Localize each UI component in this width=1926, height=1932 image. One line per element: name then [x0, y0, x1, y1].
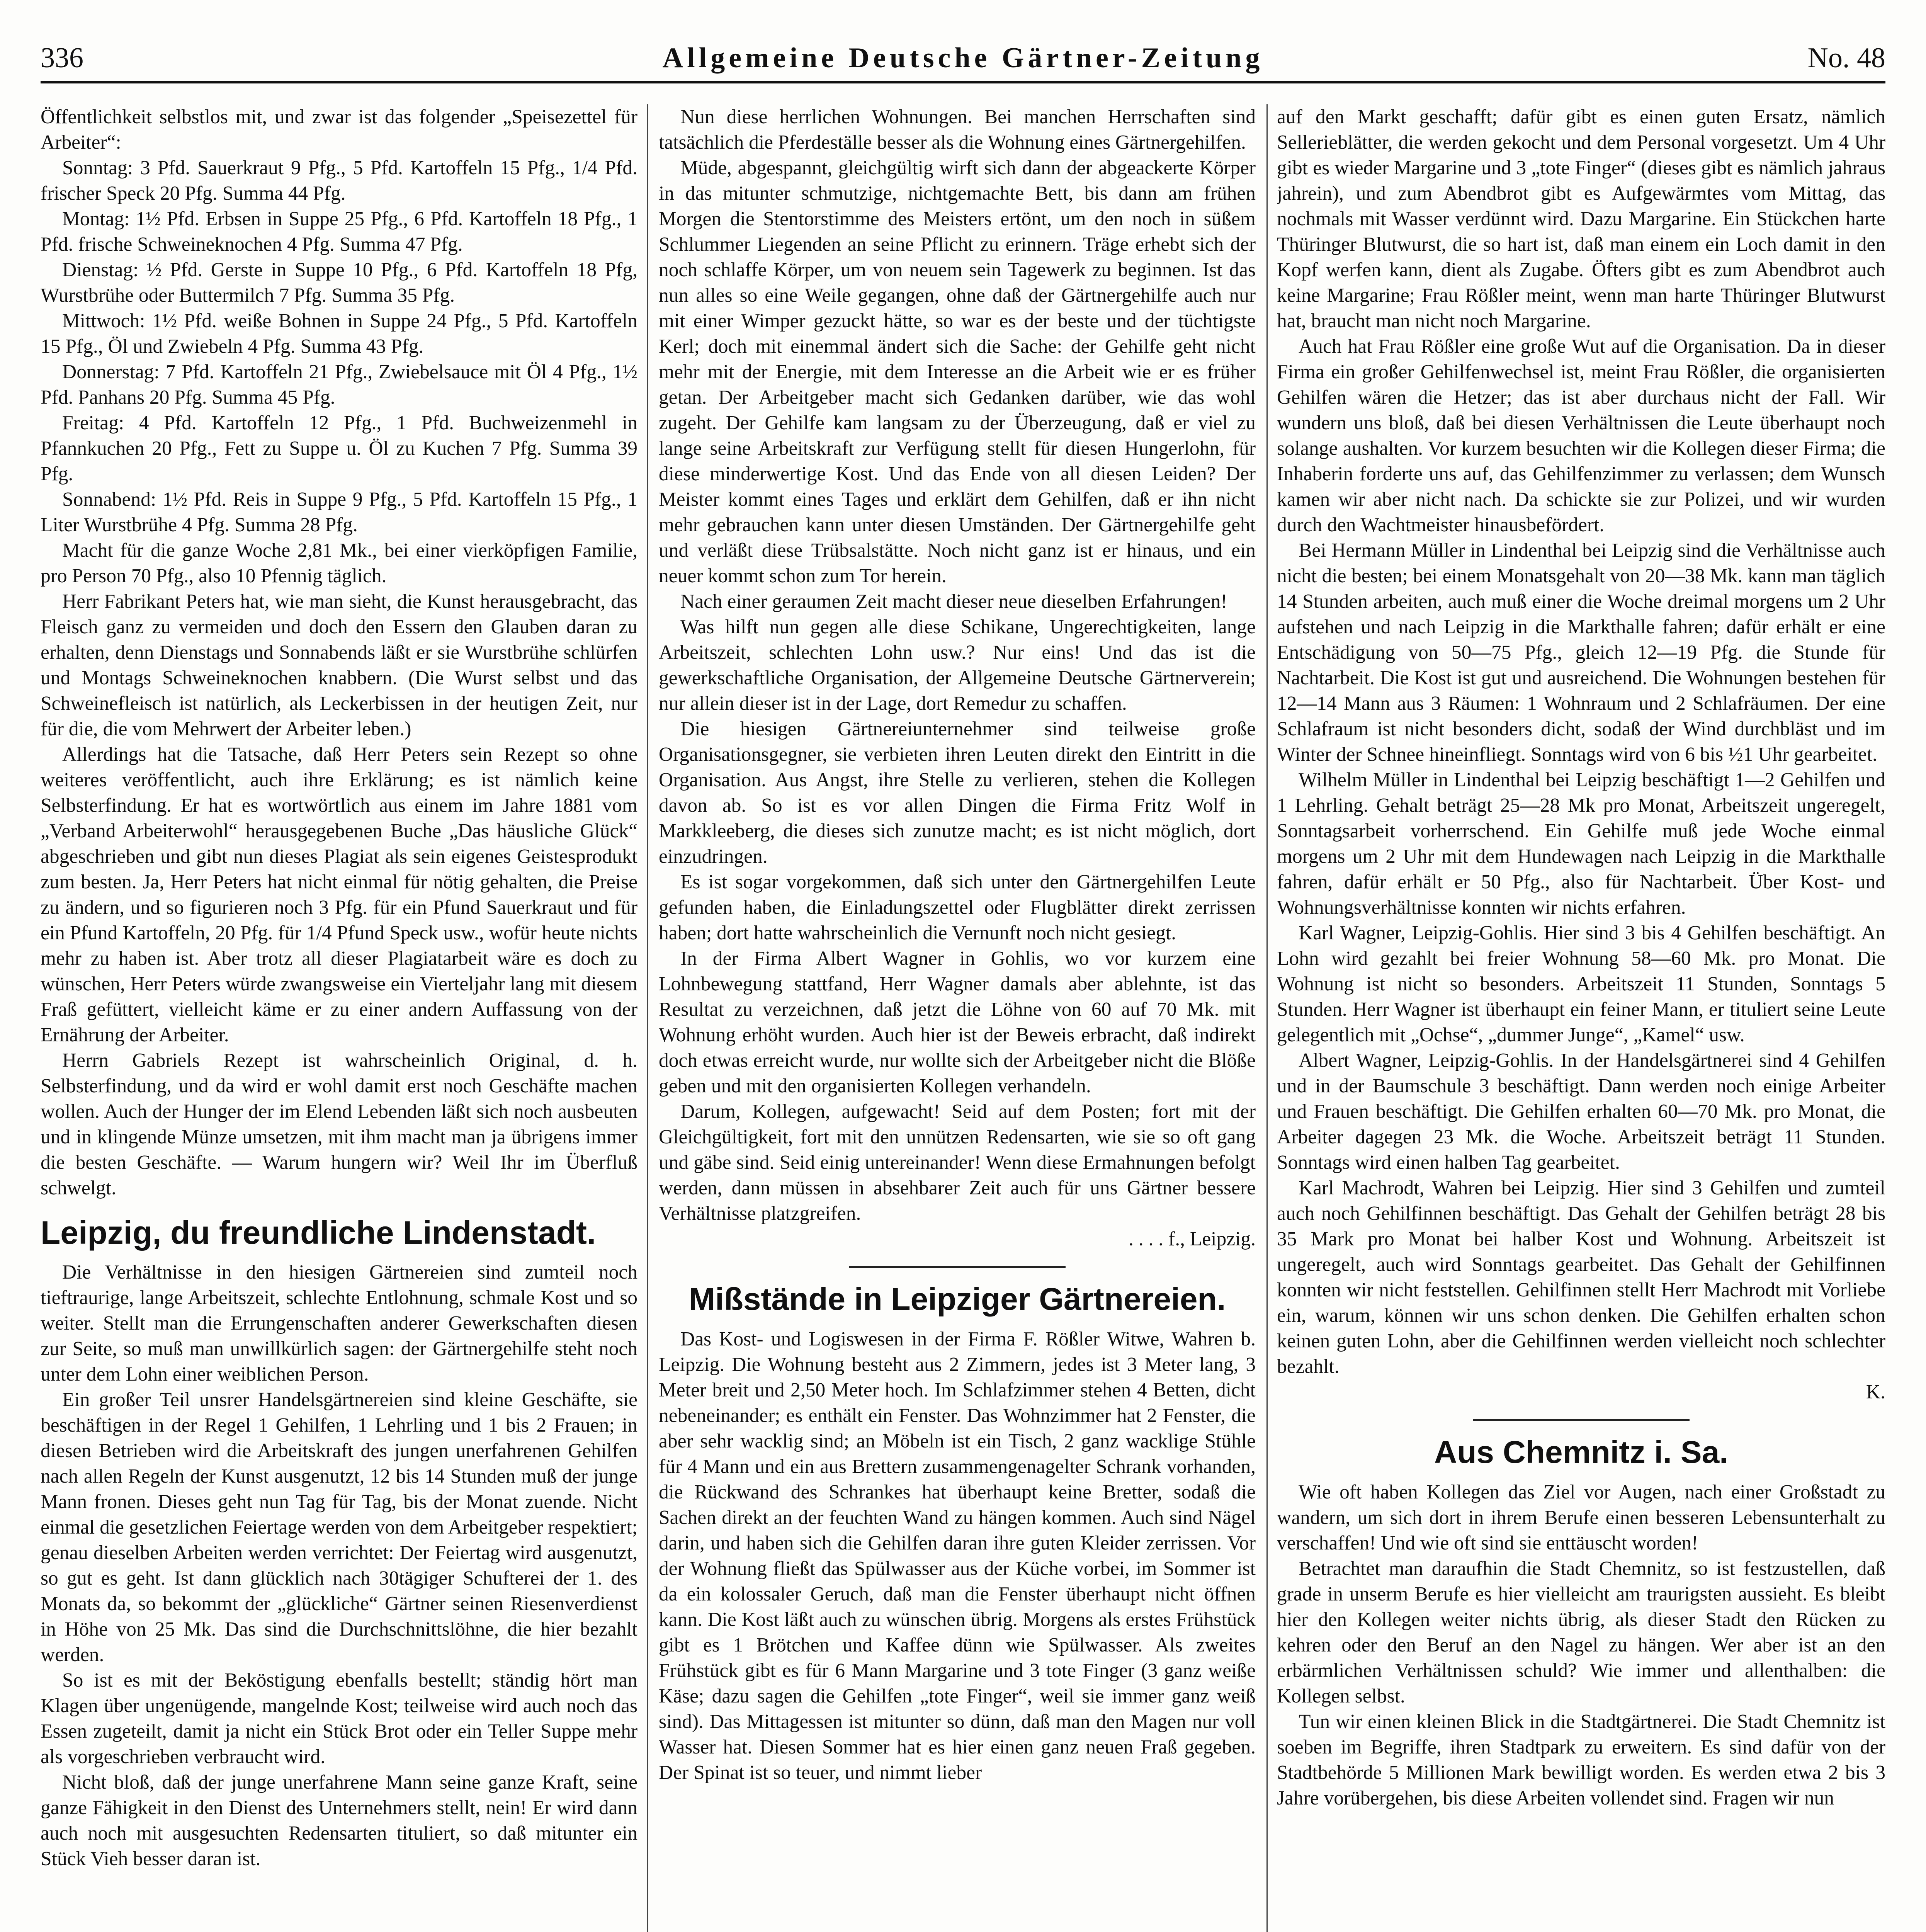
paragraph: Allerdings hat die Tatsache, daß Herr Peters sein Rezept so ohne weiteres veröffentlicht, auch ihre Erklärung; es ist nämlich keine Selbsterfindung. Er hat es wortwörtlich aus einem im Jahre 1881 vom „Verband Arbeiterwohl“ herausgegebenen Buche „Das häusliche Glück“ abgeschrieben und gibt nun dieses Plagiat als sein eigenes Geistesprodukt zum besten. Ja, Herr Peters hat nicht einmal für nötig gehalten, die Preise zu ändern, und so figurieren noch 3 Pfg. für ein Pfund Sauerkraut und für ein Pfund Kartoffeln, 20 Pfg. für 1/4 Pfund Speck usw., wofür heute nichts mehr zu haben ist. Aber trotz all dieser Plagiatarbeit wäre es doch zu wünschen, Herr Peters würde zwangsweise ein Vierteljahr lang mit diesem Fraß gefüttert, vielleicht käme er zu einer andern Auffassung von der Ernährung der Arbeiter. — [41, 743, 637, 1046]
paragraph: In der Firma Albert Wagner in Gohlis, wo vor kurzem eine Lohnbewegung stattfand, Herr Wagner damals aber ablehnte, ist das Resultat zu verzeichnen, daß jetzt die Löhne von 60 auf 70 Mk. mit Wohnung erhöht wurden. Auch hier ist der Beweis erbracht, daß indirekt doch etwas erreicht wurde, nur wollte sich der Arbeitgeber nicht die Blöße geben und mit den organisierten Kollegen verhandeln. — [659, 947, 1256, 1097]
column-divider — [647, 104, 648, 1932]
newspaper-title: Allgemeine Deutsche Gärtner-Zeitung — [662, 42, 1264, 74]
paragraph: Darum, Kollegen, aufgewacht! Seid auf dem Posten; fort mit der Gleichgültigkeit, fort mit den unnützen Redensarten, wie sie so oft gang und gäbe sind. Seid einig untereinander! Wenn diese Ermahnungen befolgt werden, dann müssen in absehbarer Zeit auch für uns Gärtner bessere Verhältnisse platzgreifen. — [659, 1100, 1256, 1225]
paragraph: Es ist sogar vorgekommen, daß sich unter den Gärtnergehilfen Leute gefunden haben, die Einladungszettel oder Flugblätter direkt zerrissen haben; dort hatte wahrscheinlich die Vernunft noch nicht gesiegt. — [659, 871, 1256, 944]
menu-line: Mittwoch: 1½ Pfd. weiße Bohnen in Suppe 24 Pfg., 5 Pfd. Kartoffeln 15 Pfg., Öl und Zwiebeln 4 Pfg. Summa 43 Pfg. — [41, 310, 637, 357]
paragraph: Karl Machrodt, Wahren bei Leipzig. Hier sind 3 Gehilfen und zumteil auch noch Gehilfinnen beschäftigt. Das Gehalt der Gehilfen beträgt 28 bis 35 Mark pro Monat bei halber Kost und Wohnung. Arbeitszeit ist ungeregelt, auch wird Sonntags gearbeitet. Das Gehalt der Gehilfinnen konnten wir nicht feststellen. Gehilfinnen stellt Herr Machrodt mit Vorliebe ein, warum, können wir uns schon denken. Die Gehilfen erhalten schon keinen guten Lohn, aber die Gehilfinnen werden vielleicht noch schlechter bezahlt. — [1277, 1177, 1885, 1378]
paragraph: Nun diese herrlichen Wohnungen. Bei manchen Herrschaften sind tatsächlich die Pferdeställe besser als die Wohnung eines Gärtnergehilfen. — [659, 106, 1256, 153]
paragraph: Karl Wagner, Leipzig-Gohlis. Hier sind 3 bis 4 Gehilfen beschäftigt. An Lohn wird gezahlt bei freier Wohnung 58—60 Mk. pro Monat. Die Wohnung ist nicht so besonders. Arbeitszeit 11 Stunden, Sonntags 5 Stunden. Herr Wagner ist überhaupt ein feiner Mann, er tituliert seine Leute gelegentlich mit „Ochse“, „dummer Junge“, „Kamel“ usw. — [1277, 922, 1885, 1046]
menu-line: Montag: 1½ Pfd. Erbsen in Suppe 25 Pfg., 6 Pfd. Kartoffeln 18 Pfg., 1 Pfd. frische Schweineknochen 4 Pfg. Summa 47 Pfg. — [41, 208, 637, 255]
paragraph: Betrachtet man daraufhin die Stadt Chemnitz, so ist festzustellen, daß grade in unserm Berufe es hier vielleicht am traurigsten aussieht. Es bleibt hier den Kollegen weiter nichts übrig, als dieser Stadt den Rücken zu kehren oder den Beruf an den Nagel zu hängen. Wer aber ist an den erbärmlichen Verhältnissen schuld? Wie immer und allenthalben: die Kollegen selbst. — [1277, 1558, 1885, 1707]
paragraph: Ein großer Teil unsrer Handelsgärtnereien sind kleine Geschäfte, sie beschäftigen in der Regel 1 Gehilfen, 1 Lehrling und 1 bis 2 Frauen; in diesen Betrieben wird die Arbeitskraft des jungen unerfahrenen Gehilfen nach allen Regeln der Kunst ausgenutzt, 12 bis 14 Stunden muß der junge Mann fronen. Dieses geht nun Tag für Tag, bis der Monat zuende. Nicht einmal die gesetzlichen Feiertage werden von dem Arbeitgeber respektiert; genau dieselben Arbeiten werden verrichtet: Der Feiertag wird ausgenutzt, so gut es geht. Ist dann glücklich nach 30tägiger Schufterei der 1. des Monats da, so bekommt der „glückliche“ Gärtner seinen Riesenverdienst in Höhe von 25 Mk. Das sind die Durchschnittslöhne, die hier bezahlt werden. — [41, 1389, 637, 1666]
paragraph: Müde, abgespannt, gleichgültig wirft sich dann der abgeackerte Körper in das mitunter schmutzige, nichtgemachte Bett, bis dann am frühen Morgen die Stentorstimme des Meisters ertönt, um den noch in süßem Schlummer Liegenden an seine Pflicht zu erinnern. Träge erhebt sich der noch schlaffe Körper, um von neuem sein Tagewerk zu beginnen. Ist das nun alles so eine Weile gegangen, ohne daß der Gärtnergehilfe auch nur mit einer Wimper gezuckt hätte, so war es der beste und der tüchtigste Kerl; doch mit einemmal ändert sich die Sache: der Gehilfe geht nicht mehr mit der Energie, mit dem Interesse an die Arbeit wie er es früher getan. Der Arbeitgeber macht sich Gedanken darüber, wie das wohl zugeht. Der Gehilfe kam langsam zu der Überzeugung, daß er viel zu lange seine Arbeitskraft zur Verfügung stellt für diesen Hungerlohn, für diese minderwertige Kost. Und das Ende von all diesen Leiden? Der Meister kommt eines Tages und erklärt dem Gehilfen, daß er ihn nicht mehr gebrauchen kann unter diesen Umständen. Der Gärtnergehilfe geht und verläßt diese Trübsalstätte. Noch nicht ganz ist er hinaus, und ein neuer kommt schon zum Tor herein. — [659, 157, 1256, 587]
menu-line: Dienstag: ½ Pfd. Gerste in Suppe 10 Pfg., 6 Pfd. Kartoffeln 18 Pfg, Wurstbrühe oder Buttermilch 7 Pfg. Summa 35 Pfg. — [41, 259, 637, 306]
paragraph: Wilhelm Müller in Lindenthal bei Leipzig beschäftigt 1—2 Gehilfen und 1 Lehrling. Gehalt beträgt 25—28 Mk pro Monat, Arbeitszeit ungeregelt, Sonntagsarbeit vorherrschend. Ein Gehilfe muß jede Woche einmal morgens um 2 Uhr mit dem Hundewagen nach Leipzig in die Markthalle fahren, dafür erhält er 50 Pfg., also für Nachtarbeit. Über Kost- und Wohnungsverhältnisse konnten wir nichts erfahren. — [1277, 769, 1885, 918]
article-signature: K. — [1866, 1381, 1885, 1403]
paragraph: Das Kost- und Logiswesen in der Firma F. Rößler Witwe, Wahren b. Leipzig. Die Wohnung besteht aus 2 Zimmern, jedes ist 3 Meter lang, 3 Meter breit und 2,50 Meter hoch. Im Schlafzimmer stehen 4 Betten, dicht nebeneinander; es enthält ein Fenster. Das Wohnzimmer hat 2 Fenster, die aber sehr wacklig sind; an Möbeln ist ein Tisch, 2 ganz wacklige Stühle für 4 Mann und ein aus Brettern zusammengenagelter Schrank vorhanden, die Rückwand des Schrankes hat überhaupt keine Bretter, sodaß die Sachen direkt an der feuchten Wand zu hängen kommen. Auch sind Nägel darin, und haben sich die Gehilfen daran ihre guten Kleider zerrissen. Vor der Wohnung fließt das Spülwasser aus der Küche vorbei, im Sommer ist da ein kolossaler Geruch, daß man die Fenster überhaupt nicht öffnen kann. Die Kost läßt auch zu wünschen übrig. Morgens als erstes Frühstück gibt es 1 Brötchen und Kaffee dünn wie Spülwasser. Als zweites Frühstück gibt es für 6 Mann Margarine und 3 tote Finger (3 ganz weiße Käse; dazu sagen die Gehilfen „tote Finger“, weil sie immer ganz weiß sind). Das Mittagessen ist mitunter so dünn, daß man den Magen nur voll Wasser hat. Diesen Sommer hat es hier einen ganz neuen Fraß gegeben. Der Spinat ist so teuer, und nimmt lieber — [659, 1328, 1256, 1784]
paragraph: Macht für die ganze Woche 2,81 Mk., bei einer vierköpfigen Familie, pro Person 70 Pfg., also 10 Pfennig täglich. — [41, 539, 637, 587]
section-rule — [849, 1266, 1066, 1268]
paragraph: Herrn Gabriels Rezept ist wahrscheinlich Original, d. h. Selbsterfindung, und da wird er wohl damit erst noch Geschäfte machen wollen. Auch der Hunger der im Elend Lebenden läßt sich noch ausbeuten und in klingende Münze umsetzen, mit ihm macht man ja übrigens immer die besten Geschäfte. — Warum hungern wir? Weil Ihr im Überfluß schwelgt. — [41, 1049, 637, 1199]
article-signature: . . . . f., Leipzig. — [1129, 1228, 1256, 1250]
menu-line: Donnerstag: 7 Pfd. Kartoffeln 21 Pfg., Zwiebelsauce mit Öl 4 Pfg., 1½ Pfd. Panhans 20 Pfg. Summa 45 Pfg. — [41, 361, 637, 408]
paragraph: Die hiesigen Gärtnereiunternehmer sind teilweise große Organisationsgegner, sie verbieten ihren Leuten direkt den Eintritt in die Organisation. Aus Angst, ihre Stelle zu verlieren, stehen die Kollegen davon ab. So ist es vor allen Dingen die Firma Fritz Wolf in Markkleeberg, die dieses sich zunutze macht; es ist nicht möglich, dort einzudringen. — [659, 718, 1256, 867]
paragraph: Albert Wagner, Leipzig-Gohlis. In der Handelsgärtnerei sind 4 Gehilfen und in der Baumschule 3 beschäftigt. Dann werden noch einige Arbeiter und Frauen beschäftigt. Die Gehilfen erhalten 60—70 Mk. pro Monat, die Arbeiter dagegen 23 Mk. die Woche. Arbeitszeit beträgt 11 Stunden. Sonntags wird einen halben Tag gearbeitet. — [1277, 1049, 1885, 1173]
paragraph: Was hilft nun gegen alle diese Schikane, Ungerechtigkeiten, lange Arbeitszeit, schlechten Lohn usw.? Nur eins! Und das ist die gewerkschaftliche Organisation, der Allgemeine Deutsche Gärtnerverein; nur allein dieser ist in der Lage, dort Remedur zu schaffen. — [659, 616, 1256, 714]
page-header — [41, 37, 1885, 79]
page-number: 336 — [41, 42, 83, 74]
menu-line: Sonntag: 3 Pfd. Sauerkraut 9 Pfg., 5 Pfd. Kartoffeln 15 Pfg., 1/4 Pfd. frischer Speck 20 Pfg. Summa 44 Pfg. — [41, 157, 637, 204]
menu-line: Freitag: 4 Pfd. Kartoffeln 12 Pfg., 1 Pfd. Buchweizenmehl in Pfannkuchen 20 Pfg., Fett zu Suppe u. Öl zu Kuchen 7 Pfg. Summa 39 Pfg. — [41, 412, 637, 485]
paragraph: auf den Markt geschafft; dafür gibt es einen guten Ersatz, nämlich Sellerieblätter, die werden gekocht und dem Personal vorgesetzt. Um 4 Uhr gibt es wieder Margarine und 3 „tote Finger“ (dieses gibt es nämlich jahraus jahrein), und zum Abendbrot gibt es Aufgewärmtes vom Mittag, das nochmals mit Wasser verdünnt wird. Dazu Margarine. Ein Stückchen harte Thüringer Blutwurst, die so hart ist, daß man einem ein Loch damit in den Kopf werfen kann, dient als Zugabe. Öfters gibt es zum Abendbrot auch keine Margarine; Frau Rößler meint, wenn man harte Thüringer Blutwurst hat, braucht man nicht noch Margarine. — [1277, 106, 1885, 332]
column-3 — [1277, 104, 1885, 1932]
column-1 — [41, 104, 637, 1932]
column-divider — [1266, 104, 1268, 1932]
menu-line: Sonnabend: 1½ Pfd. Reis in Suppe 9 Pfg., 5 Pfd. Kartoffeln 15 Pfg., 1 Liter Wurstbrühe 4 Pfg. Summa 28 Pfg. — [41, 488, 637, 536]
header-rule — [41, 81, 1885, 83]
paragraph: Die Verhältnisse in den hiesigen Gärtnereien sind zumteil noch tieftraurige, lange Arbeitszeit, schlechte Entlohnung, schmale Kost und so weiter. Stellt man die Errungenschaften anderer Gewerkschaften diesen zur Seite, so muß man unwillkürlich sagen: der Gärtnergehilfe steht noch unter dem Lohn einer weiblichen Person. — [41, 1261, 637, 1385]
paragraph: Nach einer geraumen Zeit macht dieser neue dieselben Erfahrungen! — [680, 590, 1227, 612]
column-2 — [659, 104, 1256, 1932]
paragraph: Bei Hermann Müller in Lindenthal bei Leipzig sind die Verhältnisse auch nicht die besten; bei einem Monatsgehalt von 20—38 Mk. kann man täglich 14 Stunden arbeiten, auch muß einer die Woche dreimal morgens um 2 Uhr aufstehen und nach Leipzig in die Markthalle fahren; dafür erhält er eine Entschädigung von 50—75 Pfg., gleich 12—19 Pfg. die Stunde für Nachtarbeit. Die Kost ist gut und ausreichend. Die Wohnungen bestehen für 12—14 Mann aus 3 Räumen: 1 Wohnraum und 2 Schlafräumen. Der eine Schlafraum ist nicht besonders dicht, sodaß der Wind durchbläst und im Winter der Schnee hineinfliegt. Sonntags wird von 6 bis ½1 Uhr gearbeitet. — [1277, 539, 1885, 765]
section-rule — [1473, 1419, 1690, 1421]
paragraph: Herr Fabrikant Peters hat, wie man sieht, die Kunst herausgebracht, das Fleisch ganz zu vermeiden und doch den Essern den Glauben daran zu erhalten, denn Dienstags und Sonnabends läßt er sie Wurstbrühe schlürfen und Montags Schweineknochen knabbern. (Die Wurst selbst und das Schweinefleisch ist natürlich, als Leckerbissen in der heutigen Zeit, nur für die, die vom Mehrwert der Arbeiter leben.) — [41, 590, 637, 740]
paragraph: Öffentlichkeit selbstlos mit, und zwar ist das folgender „Speisezettel für Arbeiter“: — [41, 106, 637, 153]
paragraph: Tun wir einen kleinen Blick in die Stadtgärtnerei. Die Stadt Chemnitz ist soeben im Begriffe, ihren Stadtpark zu erweitern. Es sind dafür von der Stadtbehörde 5 Millionen Mark bewilligt worden. Es werden etwa 2 bis 3 Jahre vorübergehen, bis diese Arbeiten vollendet sind. Fragen wir nun — [1277, 1711, 1885, 1809]
paragraph: Nicht bloß, daß der junge unerfahrene Mann seine ganze Kraft, seine ganze Fähigkeit in den Dienst des Unternehmers stellt, nein! Er wird dann auch noch mit ausgesuchten Redensarten tituliert, so daß mitunter ein Stück Vieh besser daran ist. — [41, 1771, 637, 1870]
paragraph: So ist es mit der Beköstigung ebenfalls bestellt; ständig hört man Klagen über ungenügende, mangelnde Kost; teilweise wird auch noch das Essen zugeteilt, damit ja nicht ein Stück Brot oder ein Teller Suppe mehr als vorgeschrieben verbraucht wird. — [41, 1669, 637, 1768]
article-heading: Aus Chemnitz i. Sa. — [1434, 1435, 1728, 1470]
issue-number: No. 48 — [1807, 42, 1885, 74]
article-heading: Mißstände in Leipziger Gärtnereien. — [688, 1282, 1226, 1317]
article-heading: Leipzig, du freundliche Lindenstadt. — [41, 1214, 596, 1251]
paragraph: Auch hat Frau Rößler eine große Wut auf die Organisation. Da in dieser Firma ein großer Gehilfenwechsel ist, meint Frau Rößler, die organisierten Gehilfen wären die Hetzer; das ist aber durchaus nicht der Fall. Wir wundern uns bloß, daß bei diesen Verhältnissen die Leute überhaupt noch solange aushalten. Vor kurzem besuchten wir die Kollegen dieser Firma; die Inhaberin forderte uns auf, das Gehilfenzimmer zu verlassen; dem Wunsch kamen wir aber nicht nach. Da schickte sie zur Polizei, und wir wurden durch den Wachtmeister hinausbefördert. — [1277, 335, 1885, 536]
paragraph: Wie oft haben Kollegen das Ziel vor Augen, nach einer Großstadt zu wandern, um sich dort in ihrem Berufe einen besseren Lebensunterhalt zu verschaffen! Und wie oft sind sie enttäuscht worden! — [1277, 1481, 1885, 1554]
